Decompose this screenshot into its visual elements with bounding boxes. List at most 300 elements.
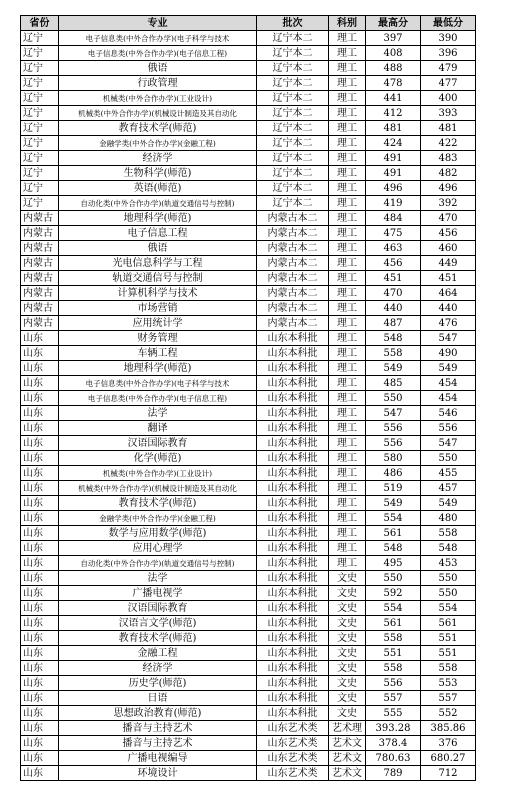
category-cell: 理工	[329, 466, 366, 481]
major-cell: 广播电视学	[59, 586, 257, 601]
table-row	[21, 586, 476, 601]
max-score-cell: 548	[366, 541, 421, 556]
min-score-cell: 490	[421, 346, 476, 361]
province-cell: 山东	[21, 541, 59, 556]
major-cell: 自动化类(中外合作办学)(轨道交通信号与控制)	[59, 196, 257, 211]
table-row	[21, 481, 476, 496]
province-cell: 山东	[21, 736, 59, 751]
batch-cell: 辽宁本二	[257, 91, 329, 106]
min-score-cell: 476	[421, 316, 476, 331]
category-cell: 文史	[329, 616, 366, 631]
max-score-cell: 554	[366, 601, 421, 616]
category-cell: 理工	[329, 121, 366, 136]
batch-cell: 山东艺术类	[257, 736, 329, 751]
max-score-cell: 496	[366, 181, 421, 196]
min-score-cell: 680.27	[421, 751, 476, 766]
major-cell: 汉语国际教育	[59, 436, 257, 451]
min-score-cell: 557	[421, 691, 476, 706]
major-cell: 英语(师范)	[59, 181, 257, 196]
max-score-cell: 393.28	[366, 721, 421, 736]
batch-cell: 山东本科批	[257, 376, 329, 391]
table-row	[21, 151, 476, 166]
category-cell: 理工	[329, 406, 366, 421]
category-cell: 理工	[329, 301, 366, 316]
batch-cell: 辽宁本二	[257, 136, 329, 151]
province-cell: 山东	[21, 601, 59, 616]
table-row	[21, 301, 476, 316]
max-score-cell: 789	[366, 766, 421, 781]
batch-cell: 山东本科批	[257, 586, 329, 601]
category-cell: 文史	[329, 706, 366, 721]
table-row	[21, 106, 476, 121]
table-row	[21, 391, 476, 406]
table-row	[21, 196, 476, 211]
major-cell: 电子信息类(中外合作办学)(电子科学与技术	[59, 376, 257, 391]
batch-cell: 山东本科批	[257, 661, 329, 676]
province-cell: 山东	[21, 346, 59, 361]
table-row	[21, 736, 476, 751]
table-row	[21, 91, 476, 106]
max-score-cell: 451	[366, 271, 421, 286]
major-cell: 应用统计学	[59, 316, 257, 331]
table-row	[21, 316, 476, 331]
province-cell: 内蒙古	[21, 286, 59, 301]
category-cell: 理工	[329, 526, 366, 541]
min-score-cell: 464	[421, 286, 476, 301]
max-score-cell: 463	[366, 241, 421, 256]
province-cell: 内蒙古	[21, 211, 59, 226]
min-score-cell: 556	[421, 421, 476, 436]
header-max-score: 最高分	[366, 16, 421, 31]
major-cell: 广播电视编导	[59, 751, 257, 766]
min-score-cell: 455	[421, 466, 476, 481]
header-province: 省份	[21, 16, 59, 31]
min-score-cell: 440	[421, 301, 476, 316]
batch-cell: 内蒙古本二	[257, 271, 329, 286]
category-cell: 理工	[329, 46, 366, 61]
batch-cell: 辽宁本二	[257, 46, 329, 61]
table-row	[21, 376, 476, 391]
batch-cell: 山东本科批	[257, 361, 329, 376]
table-row	[21, 181, 476, 196]
province-cell: 山东	[21, 391, 59, 406]
max-score-cell: 551	[366, 646, 421, 661]
category-cell: 理工	[329, 556, 366, 571]
major-cell: 金融学类(中外合作办学)(金融工程)	[59, 511, 257, 526]
min-score-cell: 549	[421, 361, 476, 376]
table-row	[21, 661, 476, 676]
max-score-cell: 558	[366, 346, 421, 361]
batch-cell: 山东本科批	[257, 436, 329, 451]
category-cell: 文史	[329, 646, 366, 661]
province-cell: 山东	[21, 571, 59, 586]
max-score-cell: 519	[366, 481, 421, 496]
category-cell: 理工	[329, 541, 366, 556]
header-category: 科别	[329, 16, 366, 31]
category-cell: 理工	[329, 316, 366, 331]
province-cell: 内蒙古	[21, 301, 59, 316]
batch-cell: 山东本科批	[257, 496, 329, 511]
major-cell: 电子信息类(中外合作办学)(电子科学与技术	[59, 31, 257, 46]
min-score-cell: 479	[421, 61, 476, 76]
table-row	[21, 616, 476, 631]
category-cell: 理工	[329, 361, 366, 376]
batch-cell: 山东艺术类	[257, 751, 329, 766]
table-row	[21, 346, 476, 361]
min-score-cell: 549	[421, 496, 476, 511]
max-score-cell: 441	[366, 91, 421, 106]
major-cell: 地理科学(师范)	[59, 361, 257, 376]
table-row	[21, 451, 476, 466]
major-cell: 数学与应用数学(师范)	[59, 526, 257, 541]
major-cell: 教育技术学(师范)	[59, 496, 257, 511]
category-cell: 文史	[329, 631, 366, 646]
batch-cell: 内蒙古本二	[257, 301, 329, 316]
batch-cell: 山东本科批	[257, 676, 329, 691]
max-score-cell: 419	[366, 196, 421, 211]
batch-cell: 辽宁本二	[257, 166, 329, 181]
province-cell: 山东	[21, 766, 59, 781]
min-score-cell: 551	[421, 631, 476, 646]
category-cell: 理工	[329, 286, 366, 301]
min-score-cell: 552	[421, 706, 476, 721]
min-score-cell: 376	[421, 736, 476, 751]
min-score-cell: 483	[421, 151, 476, 166]
batch-cell: 内蒙古本二	[257, 211, 329, 226]
min-score-cell: 546	[421, 406, 476, 421]
province-cell: 山东	[21, 376, 59, 391]
province-cell: 山东	[21, 421, 59, 436]
batch-cell: 辽宁本二	[257, 76, 329, 91]
province-cell: 山东	[21, 721, 59, 736]
max-score-cell: 554	[366, 511, 421, 526]
table-row	[21, 601, 476, 616]
max-score-cell: 558	[366, 661, 421, 676]
max-score-cell: 495	[366, 556, 421, 571]
major-cell: 日语	[59, 691, 257, 706]
batch-cell: 山东本科批	[257, 451, 329, 466]
category-cell: 理工	[329, 181, 366, 196]
category-cell: 文史	[329, 661, 366, 676]
province-cell: 山东	[21, 586, 59, 601]
table-row	[21, 631, 476, 646]
max-score-cell: 556	[366, 436, 421, 451]
max-score-cell: 556	[366, 676, 421, 691]
table-row	[21, 466, 476, 481]
major-cell: 机械类(中外合作办学)(工业设计)	[59, 466, 257, 481]
header-row	[21, 16, 476, 31]
max-score-cell: 424	[366, 136, 421, 151]
major-cell: 法学	[59, 571, 257, 586]
table-row	[21, 256, 476, 271]
province-cell: 山东	[21, 691, 59, 706]
major-cell: 经济学	[59, 151, 257, 166]
max-score-cell: 412	[366, 106, 421, 121]
category-cell: 理工	[329, 496, 366, 511]
max-score-cell: 549	[366, 496, 421, 511]
batch-cell: 山东本科批	[257, 421, 329, 436]
category-cell: 理工	[329, 241, 366, 256]
batch-cell: 山东本科批	[257, 511, 329, 526]
table-row	[21, 706, 476, 721]
table-row	[21, 76, 476, 91]
batch-cell: 山东本科批	[257, 556, 329, 571]
max-score-cell: 558	[366, 631, 421, 646]
table-row	[21, 166, 476, 181]
table-row	[21, 136, 476, 151]
max-score-cell: 547	[366, 406, 421, 421]
score-table	[20, 15, 476, 781]
province-cell: 山东	[21, 616, 59, 631]
table-row	[21, 61, 476, 76]
max-score-cell: 408	[366, 46, 421, 61]
category-cell: 理工	[329, 211, 366, 226]
category-cell: 理工	[329, 421, 366, 436]
major-cell: 光电信息科学与工程	[59, 256, 257, 271]
max-score-cell: 378.4	[366, 736, 421, 751]
table-row	[21, 406, 476, 421]
table-row	[21, 646, 476, 661]
major-cell: 播音与主持艺术	[59, 736, 257, 751]
province-cell: 山东	[21, 661, 59, 676]
min-score-cell: 712	[421, 766, 476, 781]
province-cell: 辽宁	[21, 31, 59, 46]
max-score-cell: 475	[366, 226, 421, 241]
min-score-cell: 553	[421, 676, 476, 691]
batch-cell: 山东艺术类	[257, 766, 329, 781]
max-score-cell: 397	[366, 31, 421, 46]
table-row	[21, 121, 476, 136]
min-score-cell: 392	[421, 196, 476, 211]
max-score-cell: 780.63	[366, 751, 421, 766]
min-score-cell: 547	[421, 436, 476, 451]
province-cell: 内蒙古	[21, 256, 59, 271]
min-score-cell: 400	[421, 91, 476, 106]
category-cell: 文史	[329, 601, 366, 616]
batch-cell: 山东本科批	[257, 571, 329, 586]
min-score-cell: 481	[421, 121, 476, 136]
batch-cell: 辽宁本二	[257, 121, 329, 136]
max-score-cell: 484	[366, 211, 421, 226]
max-score-cell: 440	[366, 301, 421, 316]
min-score-cell: 547	[421, 331, 476, 346]
category-cell: 理工	[329, 436, 366, 451]
table-row	[21, 331, 476, 346]
max-score-cell: 481	[366, 121, 421, 136]
major-cell: 翻译	[59, 421, 257, 436]
category-cell: 理工	[329, 511, 366, 526]
table-row	[21, 751, 476, 766]
max-score-cell: 561	[366, 616, 421, 631]
max-score-cell: 487	[366, 316, 421, 331]
min-score-cell: 457	[421, 481, 476, 496]
province-cell: 辽宁	[21, 46, 59, 61]
min-score-cell: 454	[421, 391, 476, 406]
major-cell: 电子信息工程	[59, 226, 257, 241]
major-cell: 教育技术学(师范)	[59, 121, 257, 136]
category-cell: 艺术文	[329, 736, 366, 751]
category-cell: 文史	[329, 571, 366, 586]
province-cell: 山东	[21, 646, 59, 661]
max-score-cell: 491	[366, 166, 421, 181]
category-cell: 理工	[329, 196, 366, 211]
category-cell: 理工	[329, 61, 366, 76]
category-cell: 理工	[329, 391, 366, 406]
batch-cell: 辽宁本二	[257, 151, 329, 166]
table-row	[21, 691, 476, 706]
table-body	[21, 31, 476, 781]
min-score-cell: 470	[421, 211, 476, 226]
category-cell: 文史	[329, 676, 366, 691]
major-cell: 经济学	[59, 661, 257, 676]
header-batch: 批次	[257, 16, 329, 31]
min-score-cell: 385.86	[421, 721, 476, 736]
province-cell: 山东	[21, 481, 59, 496]
max-score-cell: 485	[366, 376, 421, 391]
min-score-cell: 396	[421, 46, 476, 61]
category-cell: 理工	[329, 331, 366, 346]
major-cell: 生物科学(师范)	[59, 166, 257, 181]
category-cell: 理工	[329, 151, 366, 166]
major-cell: 计算机科学与技术	[59, 286, 257, 301]
category-cell: 理工	[329, 376, 366, 391]
min-score-cell: 550	[421, 571, 476, 586]
province-cell: 内蒙古	[21, 316, 59, 331]
province-cell: 山东	[21, 466, 59, 481]
major-cell: 俄语	[59, 61, 257, 76]
min-score-cell: 477	[421, 76, 476, 91]
table-row	[21, 436, 476, 451]
min-score-cell: 550	[421, 451, 476, 466]
category-cell: 理工	[329, 106, 366, 121]
min-score-cell: 456	[421, 226, 476, 241]
batch-cell: 辽宁本二	[257, 61, 329, 76]
category-cell: 理工	[329, 271, 366, 286]
batch-cell: 内蒙古本二	[257, 226, 329, 241]
batch-cell: 内蒙古本二	[257, 241, 329, 256]
province-cell: 山东	[21, 331, 59, 346]
province-cell: 山东	[21, 361, 59, 376]
province-cell: 内蒙古	[21, 241, 59, 256]
min-score-cell: 449	[421, 256, 476, 271]
max-score-cell: 491	[366, 151, 421, 166]
category-cell: 理工	[329, 226, 366, 241]
major-cell: 电子信息类(中外合作办学)(电子信息工程)	[59, 46, 257, 61]
batch-cell: 内蒙古本二	[257, 256, 329, 271]
min-score-cell: 453	[421, 556, 476, 571]
table-row	[21, 211, 476, 226]
category-cell: 理工	[329, 166, 366, 181]
province-cell: 山东	[21, 406, 59, 421]
table-row	[21, 526, 476, 541]
table-row	[21, 46, 476, 61]
province-cell: 山东	[21, 451, 59, 466]
major-cell: 思想政治教育(师范)	[59, 706, 257, 721]
province-cell: 山东	[21, 751, 59, 766]
major-cell: 教育技术学(师范)	[59, 631, 257, 646]
major-cell: 化学(师范)	[59, 451, 257, 466]
max-score-cell: 456	[366, 256, 421, 271]
table-row	[21, 286, 476, 301]
province-cell: 内蒙古	[21, 226, 59, 241]
province-cell: 辽宁	[21, 121, 59, 136]
category-cell: 文史	[329, 691, 366, 706]
category-cell: 理工	[329, 76, 366, 91]
category-cell: 艺术文	[329, 766, 366, 781]
batch-cell: 山东本科批	[257, 466, 329, 481]
batch-cell: 山东本科批	[257, 601, 329, 616]
province-cell: 辽宁	[21, 106, 59, 121]
batch-cell: 山东本科批	[257, 346, 329, 361]
table-row	[21, 31, 476, 46]
province-cell: 辽宁	[21, 91, 59, 106]
min-score-cell: 460	[421, 241, 476, 256]
batch-cell: 辽宁本二	[257, 106, 329, 121]
table-row	[21, 541, 476, 556]
batch-cell: 山东本科批	[257, 646, 329, 661]
max-score-cell: 486	[366, 466, 421, 481]
category-cell: 理工	[329, 136, 366, 151]
table-row	[21, 571, 476, 586]
major-cell: 自动化类(中外合作办学)(轨道交通信号与控制)	[59, 556, 257, 571]
max-score-cell: 549	[366, 361, 421, 376]
province-cell: 辽宁	[21, 181, 59, 196]
max-score-cell: 478	[366, 76, 421, 91]
category-cell: 理工	[329, 346, 366, 361]
batch-cell: 内蒙古本二	[257, 286, 329, 301]
min-score-cell: 558	[421, 661, 476, 676]
max-score-cell: 555	[366, 706, 421, 721]
max-score-cell: 548	[366, 331, 421, 346]
major-cell: 市场营销	[59, 301, 257, 316]
province-cell: 山东	[21, 556, 59, 571]
min-score-cell: 554	[421, 601, 476, 616]
table-row	[21, 496, 476, 511]
major-cell: 汉语国际教育	[59, 601, 257, 616]
min-score-cell: 561	[421, 616, 476, 631]
min-score-cell: 451	[421, 271, 476, 286]
batch-cell: 辽宁本二	[257, 31, 329, 46]
category-cell: 理工	[329, 256, 366, 271]
header-min-score: 最低分	[421, 16, 476, 31]
table-row	[21, 361, 476, 376]
batch-cell: 山东本科批	[257, 391, 329, 406]
major-cell: 历史学(师范)	[59, 676, 257, 691]
table-row	[21, 721, 476, 736]
min-score-cell: 548	[421, 541, 476, 556]
major-cell: 金融学类(中外合作办学)(金融工程)	[59, 136, 257, 151]
max-score-cell: 557	[366, 691, 421, 706]
province-cell: 辽宁	[21, 61, 59, 76]
min-score-cell: 454	[421, 376, 476, 391]
major-cell: 俄语	[59, 241, 257, 256]
major-cell: 电子信息类(中外合作办学)(电子信息工程)	[59, 391, 257, 406]
major-cell: 轨道交通信号与控制	[59, 271, 257, 286]
min-score-cell: 496	[421, 181, 476, 196]
category-cell: 理工	[329, 31, 366, 46]
batch-cell: 辽宁本二	[257, 196, 329, 211]
max-score-cell: 488	[366, 61, 421, 76]
major-cell: 金融工程	[59, 646, 257, 661]
max-score-cell: 561	[366, 526, 421, 541]
province-cell: 山东	[21, 706, 59, 721]
max-score-cell: 550	[366, 391, 421, 406]
major-cell: 播音与主持艺术	[59, 721, 257, 736]
major-cell: 机械类(中外合作办学)(机械设计制造及其自动化	[59, 481, 257, 496]
min-score-cell: 482	[421, 166, 476, 181]
category-cell: 艺术文	[329, 751, 366, 766]
major-cell: 地理科学(师范)	[59, 211, 257, 226]
